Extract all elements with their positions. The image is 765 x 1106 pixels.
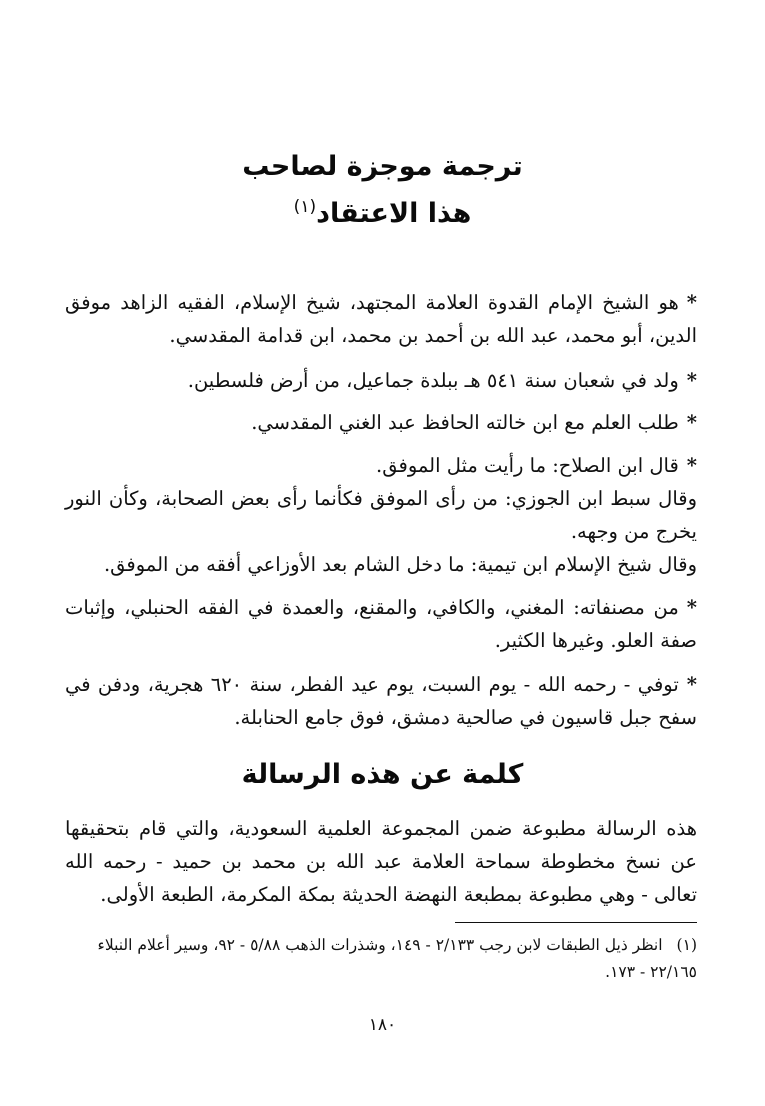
- bio-text-7: من مصنفاته: المغني، والكافي، والمقنع، والعمدة في الفقه الحنبلي، وإثبات صفة العلو. وغيرها الكثير.: [65, 596, 697, 652]
- footnote-divider: [455, 922, 697, 923]
- asterisk-bullet: *: [686, 673, 697, 696]
- bio-text-4: قال ابن الصلاح: ما رأيت مثل الموفق.: [376, 454, 679, 477]
- bio-paragraph-8: [65, 668, 697, 734]
- footnote: [65, 932, 697, 986]
- bio-paragraph-2: [65, 364, 697, 397]
- footnote-number: (١): [676, 936, 697, 954]
- asterisk-bullet: *: [686, 454, 697, 477]
- bio-paragraph-5: وقال سبط ابن الجوزي: من رأى الموفق فكأنما رأى بعض الصحابة، وكأن النور يخرج من وجهه.: [65, 487, 697, 543]
- bio-paragraph-1: [65, 286, 697, 352]
- asterisk-bullet: *: [686, 369, 697, 392]
- asterisk-bullet: *: [686, 411, 697, 434]
- section-title: كلمة عن هذه الرسالة: [241, 759, 524, 790]
- bio-text-3: طلب العلم مع ابن خالته الحافظ عبد الغني المقدسي.: [251, 411, 679, 434]
- bio-paragraph-7: [65, 591, 697, 657]
- bio-text-8: توفي - رحمه الله - يوم السبت، يوم عيد الفطر، سنة ٦٢٠ هجرية، ودفن في سفح جبل قاسيون في صالحية دمشق، فوق جامع الحنابلة.: [65, 673, 697, 729]
- footnote-text: انظر ذيل الطبقات لابن رجب ٢/١٣٣ - ١٤٩، وشذرات الذهب ٥/٨٨ - ٩٢، وسير أعلام النبلاء ٢٢/١٦٥ - ١٧٣.: [97, 936, 697, 981]
- page-title: ترجمة موجزة لصاحب: [242, 151, 523, 182]
- bio-paragraph-3: [65, 406, 697, 439]
- subtitle-text: هذا الاعتقاد: [316, 198, 472, 229]
- asterisk-bullet: *: [686, 596, 697, 619]
- page-subtitle: [0, 187, 765, 234]
- bio-text-2: ولد في شعبان سنة ٥٤١ هـ ببلدة جماعيل، من أرض فلسطين.: [187, 369, 679, 392]
- section-paragraph: هذه الرسالة مطبوعة ضمن المجموعة العلمية السعودية، والتي قام بتحقيقها عن نسخ مخطوطة سماحة العلامة عبد الله بن محمد بن حميد - رحمه الله تعالى - وهي مطبوعة بمطبعة النهضة الحديثة بمكة المكرمة، الطبعة الأولى.: [65, 817, 697, 906]
- bio-paragraph-4: [65, 449, 697, 482]
- bio-paragraph-6: وقال شيخ الإسلام ابن تيمية: ما دخل الشام بعد الأوزاعي أفقه من الموفق.: [103, 553, 697, 576]
- footnote-reference: (١): [293, 197, 317, 217]
- bio-text-1: هو الشيخ الإمام القدوة العلامة المجتهد، شيخ الإسلام، الفقيه الزاهد موفق الدين، أبو محمد، عبد الله بن أحمد بن محمد، ابن قدامة المقدسي.: [65, 291, 697, 347]
- page-number: ١٨٠: [368, 1015, 397, 1035]
- asterisk-bullet: *: [686, 291, 697, 314]
